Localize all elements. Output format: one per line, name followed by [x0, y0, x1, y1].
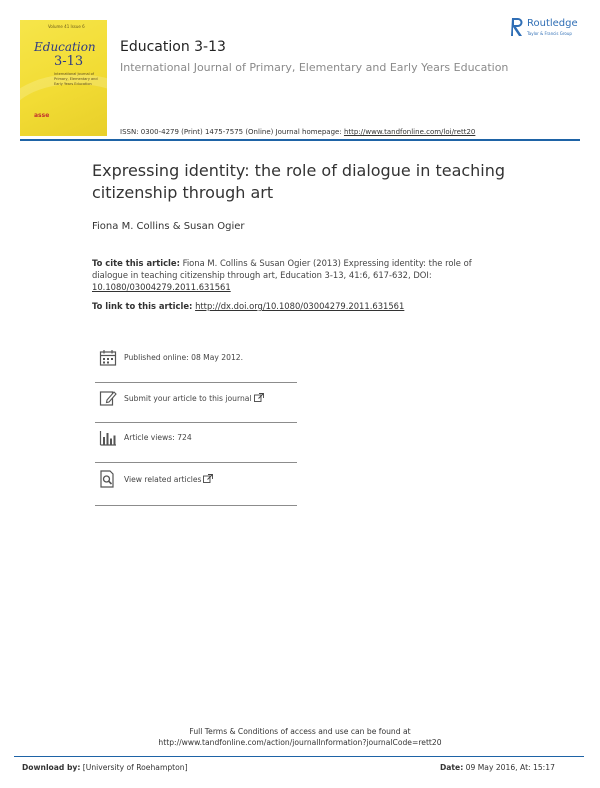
journal-title: Education 3-13 — [120, 39, 226, 55]
routledge-r-icon — [510, 17, 524, 37]
doi-url-link[interactable]: http://dx.doi.org/10.1080/03004279.2011.631561 — [195, 301, 405, 311]
issn-line — [120, 128, 475, 136]
download-label: Download by: — [22, 763, 81, 772]
external-link-icon — [203, 474, 213, 483]
doi-short-link[interactable]: 10.1080/03004279.2011.631561 — [92, 282, 231, 292]
related-articles-row[interactable] — [95, 463, 297, 506]
external-link-icon — [254, 393, 264, 402]
article-title: Expressing identity: the role of dialogue in teaching citizenship through art — [92, 161, 506, 202]
logo-tag: Taylor & Francis Group — [527, 31, 572, 36]
cover-subtitle: International Journal of Primary, Elementary and Early Years Education — [54, 72, 98, 86]
submit-article-link[interactable]: Submit your article to this journal — [124, 394, 252, 403]
related-articles-link[interactable]: View related articles — [124, 475, 202, 484]
journal-subtitle: International Journal of Primary, Elementary and Early Years Education — [120, 61, 509, 74]
routledge-logo[interactable] — [510, 17, 590, 41]
download-date — [440, 763, 555, 772]
footer-divider — [14, 756, 584, 757]
issn-text: ISSN: 0300-4279 (Print) 1475-7575 (Online) Journal homepage: — [120, 128, 344, 136]
citation-block — [92, 257, 472, 293]
terms-footer — [0, 726, 600, 748]
article-views-row — [95, 422, 297, 463]
search-document-icon — [99, 470, 117, 488]
cover-title: Education — [34, 40, 96, 54]
logo-name: Routledge — [527, 18, 578, 29]
published-row — [95, 342, 297, 383]
article-link-line — [92, 301, 404, 311]
journal-homepage-link[interactable]: http://www.tandfonline.com/loi/rett20 — [343, 128, 476, 136]
submit-article-row[interactable] — [95, 382, 297, 423]
cover-volume: Volume 41 Issue 6 — [48, 24, 85, 29]
cover-number: 3-13 — [54, 54, 84, 69]
date-value: 09 May 2016, At: 15:17 — [463, 763, 555, 772]
edit-icon — [99, 389, 117, 407]
bar-chart-icon — [99, 429, 117, 447]
terms-line: Full Terms & Conditions of access and use can be found at — [189, 727, 411, 736]
download-info — [22, 763, 188, 772]
cite-label: To cite this article: — [92, 258, 180, 268]
article-views: Article views: 724 — [124, 433, 192, 442]
header-divider — [20, 139, 580, 141]
link-label: To link to this article: — [92, 301, 193, 311]
article-authors: Fiona M. Collins & Susan Ogier — [92, 221, 245, 232]
cite-text: Fiona M. Collins & Susan Ogier (2013) Expressing identity: the role of dialogue in teaching citizenship through art, Education 3-13, 41:6, 617-632, DOI: — [92, 258, 472, 280]
date-label: Date: — [440, 763, 464, 772]
journal-cover — [20, 20, 107, 136]
cover-publisher-mark: asse — [34, 112, 50, 119]
terms-url-link[interactable]: http://www.tandfonline.com/action/journalInformation?journalCode=rett20 — [158, 738, 442, 747]
calendar-icon — [99, 349, 117, 367]
download-value: [University of Roehampton] — [80, 763, 188, 772]
published-date: Published online: 08 May 2012. — [124, 353, 244, 362]
